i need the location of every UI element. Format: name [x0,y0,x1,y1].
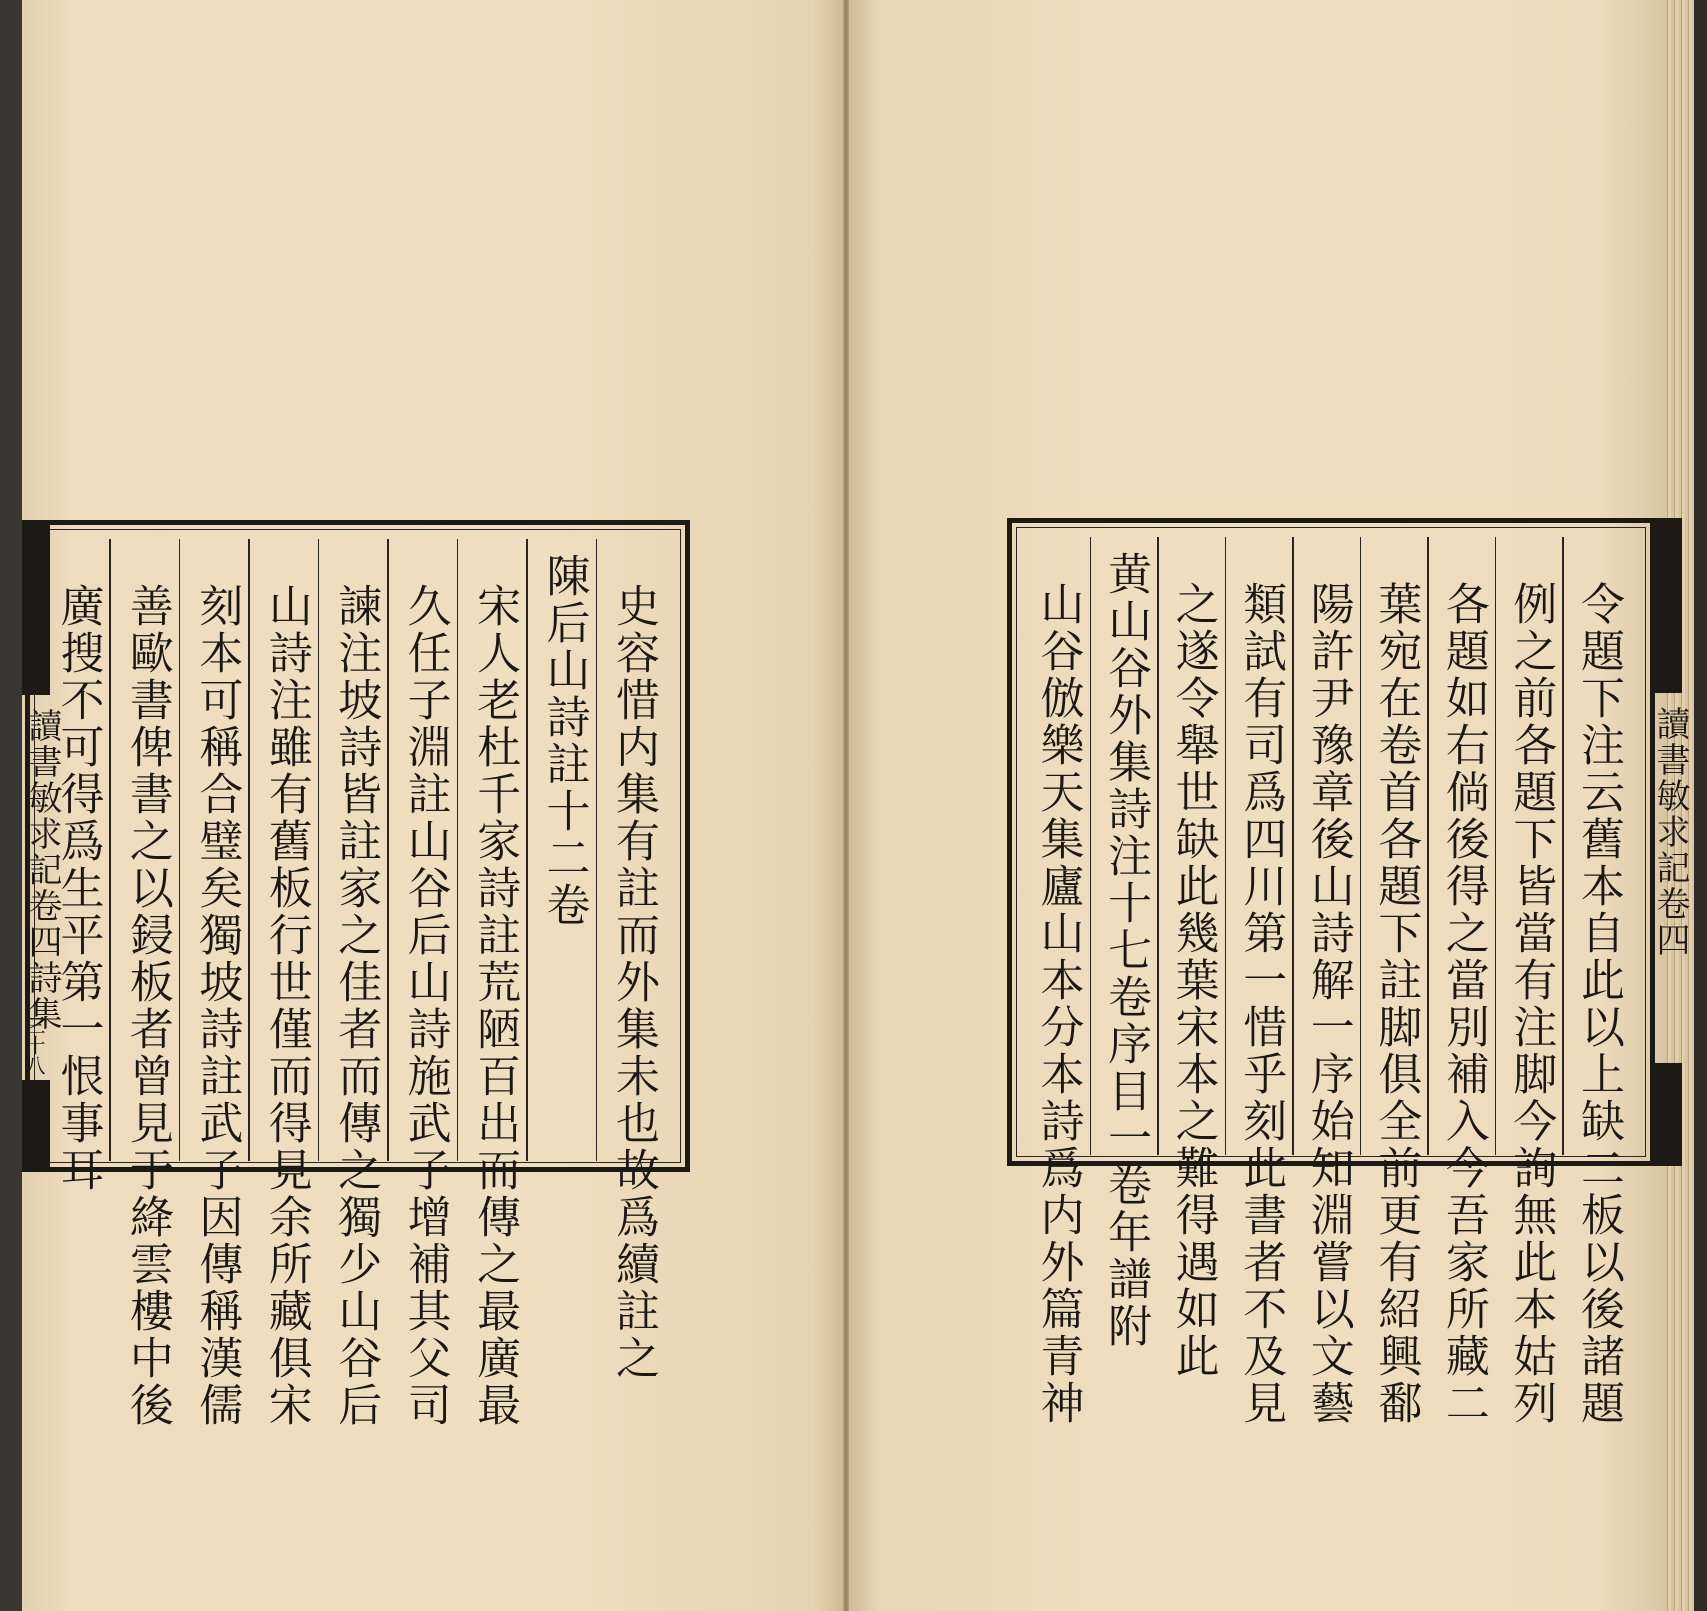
right-banxin-title: 讀書敏求記卷四 [1650,706,1690,958]
left-column-rule [596,539,598,1161]
left-column [318,539,387,1429]
right-column [1225,537,1293,1427]
book-gutter [843,0,849,1611]
right-column-rule [1562,537,1564,1155]
left-banxin-title: 讀書敏求記卷四詩集 [22,708,62,1032]
right-column-text: 令題下注云舊本自此以上缺二板以後諸題 [1572,581,1624,1427]
right-column-text: 黄山谷外集詩注十七卷序目一卷年譜附 [1100,551,1152,1350]
left-column-rule [457,539,459,1161]
right-column [1090,537,1158,1350]
left-column-text: 善歐書俾書之以鋟板者曾見于絳雲樓中後 [121,583,173,1429]
right-column [1427,537,1495,1427]
right-fishtail-bottom [1652,1063,1682,1166]
right-column-text: 各題如右倘後得之當別補入今吾家所藏二 [1437,581,1489,1427]
right-column-rule [1225,537,1227,1155]
left-column-text: 山詩注雖有舊板行世僅而得見余所藏俱宋 [260,583,312,1429]
left-column-rule [248,539,250,1161]
right-column [1157,537,1225,1380]
left-column-text: 諫注坡詩皆註家之佳者而傳之獨少山谷后 [330,583,382,1429]
right-column [1292,537,1360,1427]
left-column [526,539,595,1161]
left-column-text: 宋人老杜千家詩註荒陋百出而傳之最廣最 [469,583,521,1429]
right-column-rule [1360,537,1362,1155]
left-page-number: 三十八 [22,1015,46,1075]
left-column-rule [526,539,528,1161]
right-column [1360,537,1428,1427]
right-text-frame [1007,518,1655,1427]
left-column-text: 史容惜内集有註而外集未也故爲續註之 [607,583,659,1382]
left-column-text: 刻本可稱合璧矣獨坡詩註武子因傳稱漢儒 [191,583,243,1429]
left-column-text: 陳后山詩註十二卷 [538,553,590,929]
right-column-text: 葉宛在卷首各題下註脚俱全前更有紹興鄱 [1370,581,1422,1427]
right-column-rule [1427,537,1429,1155]
right-column-text: 之遂令舉世缺此幾葉宋本之難得遇如此 [1167,581,1219,1380]
left-banxin [22,520,62,1172]
left-column-rule [318,539,320,1161]
left-column-rule [179,539,181,1161]
right-column [1562,537,1630,1427]
left-column-rule [387,539,389,1161]
right-column-rule [1495,537,1497,1155]
left-fishtail-bottom [22,1080,50,1172]
right-column-text: 類試有司爲四川第一惜乎刻此書者不及見 [1235,581,1287,1427]
left-column [248,539,317,1429]
right-fishtail-top [1652,518,1682,693]
left-fishtail-top [22,520,50,695]
left-column [596,539,665,1382]
left-column [387,539,456,1429]
right-column-rule [1292,537,1294,1155]
right-column-rule [1090,537,1092,1155]
background-shadow [1694,0,1707,1611]
right-column [1022,537,1090,1427]
right-column-rule [1157,537,1159,1155]
left-column-rule [109,539,111,1161]
right-column [1495,537,1563,1427]
left-column [457,539,526,1429]
right-column-text: 陽許尹豫章後山詩解一序始知淵嘗以文藝 [1302,581,1354,1427]
right-column-text: 山谷倣樂天集廬山本分本詩爲内外篇青神 [1032,581,1084,1427]
left-column-text: 廣搜不可得爲生平第一恨事耳 [52,583,104,1194]
right-column-text: 例之前各題下皆當有注脚今詢無此本姑列 [1505,581,1557,1427]
left-text-frame [25,520,690,1429]
left-column [179,539,248,1429]
left-column-text: 久任子淵註山谷后山詩施武子增補其父司 [399,583,451,1429]
left-column [109,539,178,1429]
right-banxin [1650,518,1690,1166]
